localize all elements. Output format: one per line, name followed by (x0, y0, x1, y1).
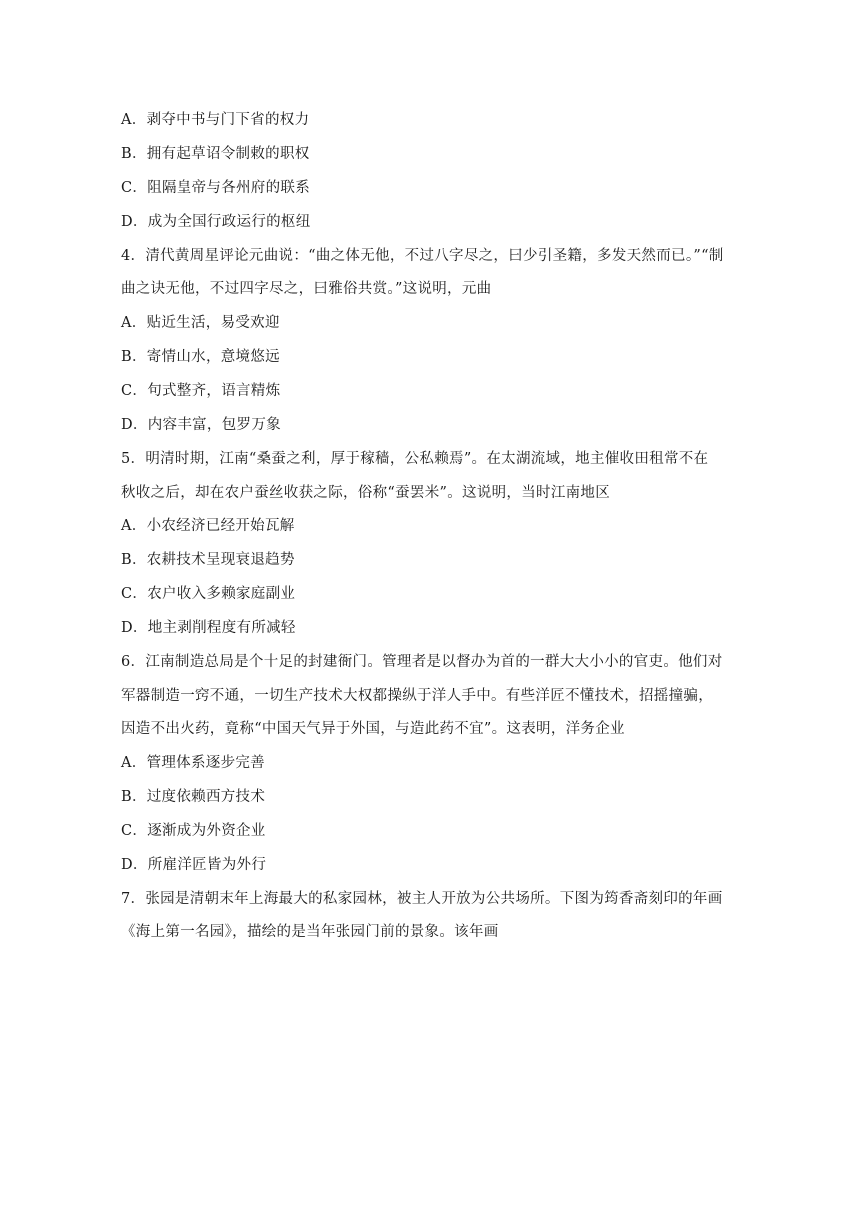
q7-stem-line-1: 7．张园是清朝末年上海最大的私家园林，被主人开放为公共场所。下图为筠香斋刻印的年画 (121, 891, 723, 907)
q4-option-c: C．句式整齐，语言精炼 (121, 383, 281, 399)
q5-option-c: C．农户收入多赖家庭副业 (121, 586, 296, 602)
q5-option-d: D．地主剥削程度有所减轻 (121, 620, 296, 636)
q3-option-d: D．成为全国行政运行的枢纽 (121, 214, 311, 230)
q5-option-b: B．农耕技术呈现衰退趋势 (121, 552, 295, 568)
q3-option-c: C．阻隔皇帝与各州府的联系 (121, 180, 310, 196)
q4-option-a: A．贴近生活，易受欢迎 (121, 315, 280, 331)
q6-option-b: B．过度依赖西方技术 (121, 789, 266, 805)
q6-stem-line-3: 因造不出火药，竟称“中国天气异于外国，与造此药不宜”。这表明，洋务企业 (121, 721, 625, 737)
q7-stem-line-2: 《海上第一名园》，描绘的是当年张园门前的景象。该年画 (121, 924, 499, 940)
q6-stem-line-1: 6．江南制造总局是个十足的封建衙门。管理者是以督办为首的一群大大小小的官吏。他们对 (121, 654, 723, 670)
q3-option-b: B．拥有起草诏令制敕的职权 (121, 146, 310, 162)
q4-stem-line-2: 曲之诀无他，不过四字尽之，曰雅俗共赏。”这说明，元曲 (121, 281, 492, 297)
q5-option-a: A．小农经济已经开始瓦解 (121, 518, 295, 534)
q4-option-d: D．内容丰富，包罗万象 (121, 417, 281, 433)
q6-stem-line-2: 军器制造一窍不通，一切生产技术大权都操纵于洋人手中。有些洋匠不懂技术，招摇撞骗， (121, 688, 713, 704)
q6-option-c: C．逐渐成为外资企业 (121, 823, 266, 839)
q3-option-a: A．剥夺中书与门下省的权力 (121, 112, 310, 128)
q4-option-b: B．寄情山水，意境悠远 (121, 349, 280, 365)
q5-stem-line-1: 5．明清时期，江南“桑蚕之利，厚于稼穑，公私赖焉”。在太湖流域，地主催收田租常不在 (121, 451, 709, 467)
q4-stem-line-1: 4．清代黄周星评论元曲说：“曲之体无他，不过八字尽之，曰少引圣籍，多发天然而已。”“制 (121, 248, 724, 264)
q5-stem-line-2: 秋收之后，却在农户蚕丝收获之际，俗称“蚕罢米”。这说明，当时江南地区 (121, 485, 611, 501)
q6-option-a: A．管理体系逐步完善 (121, 755, 265, 771)
q6-option-d: D．所雇洋匠皆为外行 (121, 857, 267, 873)
